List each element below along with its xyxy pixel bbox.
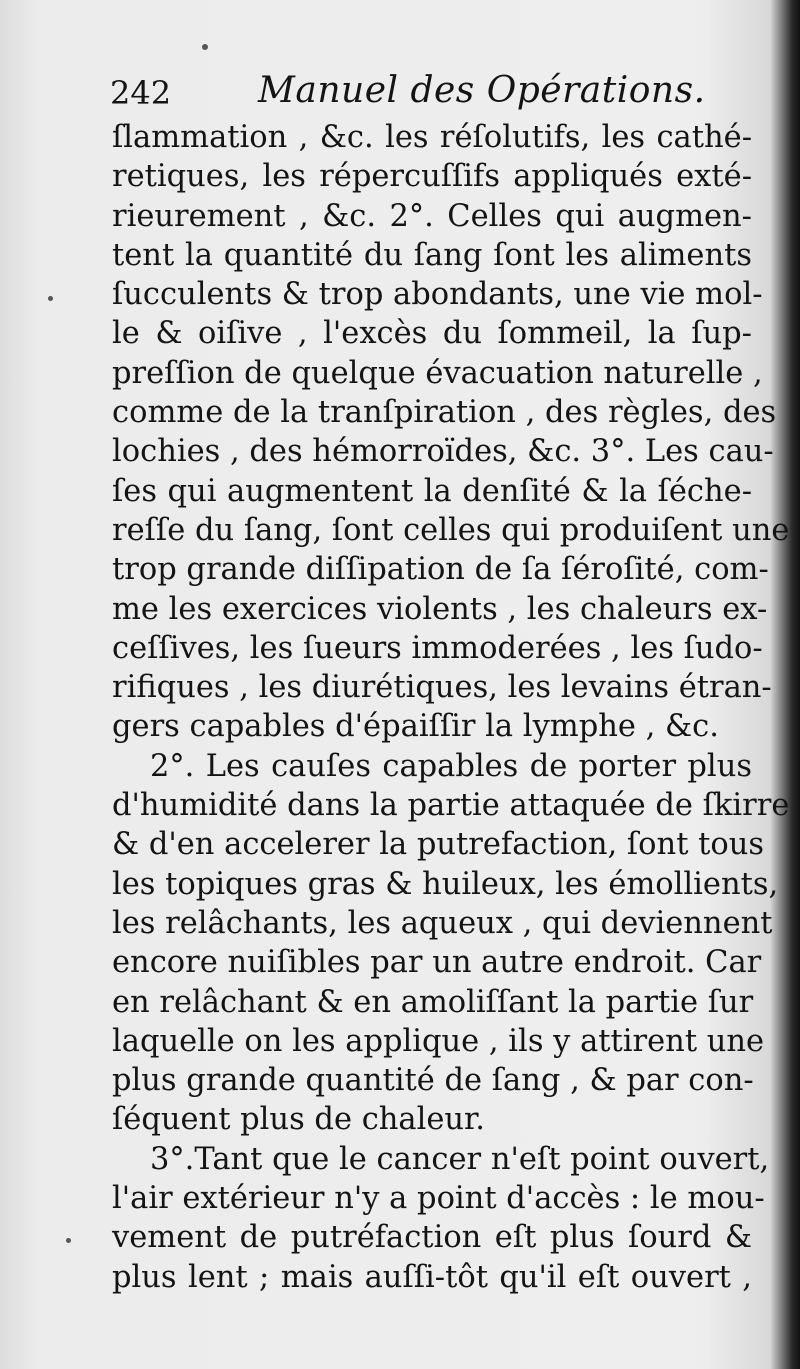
body-text <box>112 118 790 1297</box>
text-line: reſſe du ſang, ſont celles qui produiſent une <box>112 512 790 548</box>
text-line: lochies , des hémorroïdes, &c. 3°. Les cau- <box>112 434 774 470</box>
paper-speck <box>202 44 208 50</box>
text-line: vement de putréfaction eſt plus ſourd & <box>112 1220 752 1256</box>
paragraph-start-line: 2°. Les cauſes capables de porter plus <box>150 748 752 784</box>
text-line: comme de la tranſpiration , des règles, des <box>112 395 777 431</box>
text-line: en relâchant & en amoliſſant la partie ſur <box>112 984 754 1020</box>
page-number: 242 <box>110 74 172 112</box>
text-line: preſſion de quelque évacuation naturelle , <box>112 355 763 391</box>
text-line: rifiques , les diurétiques, les levains étran- <box>112 670 772 706</box>
text-line: plus lent ; mais auſſi-tôt qu'il eſt ouvert , <box>112 1259 752 1295</box>
text-line: les relâchants, les aqueux , qui deviennent <box>112 905 773 941</box>
text-line: ceſſives, les ſueurs immoderées , les ſudo- <box>112 630 763 666</box>
paper-speck <box>66 1238 71 1243</box>
text-line: le & oiſive , l'excès du ſommeil, la ſup- <box>112 316 752 352</box>
text-line: ſlammation , &c. les réſolutifs, les cathé- <box>112 120 752 155</box>
text-line: ſucculents & trop abondants, une vie mol- <box>112 277 763 313</box>
text-line: les topiques gras & huileux, les émollients, <box>112 866 779 902</box>
paper-speck <box>48 296 53 301</box>
text-line: tent la quantité du ſang ſont les aliments <box>112 237 752 273</box>
text-line: plus grande quantité de ſang , & par con- <box>112 1063 754 1099</box>
text-line: trop grande diſſipation de ſa ſéroſité, com- <box>112 552 769 588</box>
page-header <box>108 66 748 118</box>
text-line: retiques, les répercuſſifs appliqués exté- <box>112 159 752 195</box>
text-line: me les exercices violents , les chaleurs ex- <box>112 591 768 627</box>
text-line: rieurement , &c. 2°. Celles qui augmen- <box>112 198 752 234</box>
text-line: d'humidité dans la partie attaquée de ſkirre <box>112 788 790 824</box>
text-line: encore nuiſibles par un autre endroit. Car <box>112 945 762 981</box>
text-line: ſéquent plus de chaleur. <box>112 1102 485 1138</box>
running-title: Manuel des Opérations. <box>258 70 706 111</box>
text-line: laquelle on les applique , ils y attirent une <box>112 1023 765 1059</box>
text-line: ſes qui augmentent la denſité & la ſéche- <box>112 473 752 509</box>
text-line: gers capables d'épaiſſir la lymphe , &c. <box>112 709 719 745</box>
text-line: & d'en accelerer la putrefaction, ſont tous <box>112 827 765 863</box>
text-line: l'air extérieur n'y a point d'accès : le mou- <box>112 1181 765 1217</box>
paragraph-start-line: 3°.Tant que le cancer n'eſt point ouvert, <box>150 1141 770 1177</box>
